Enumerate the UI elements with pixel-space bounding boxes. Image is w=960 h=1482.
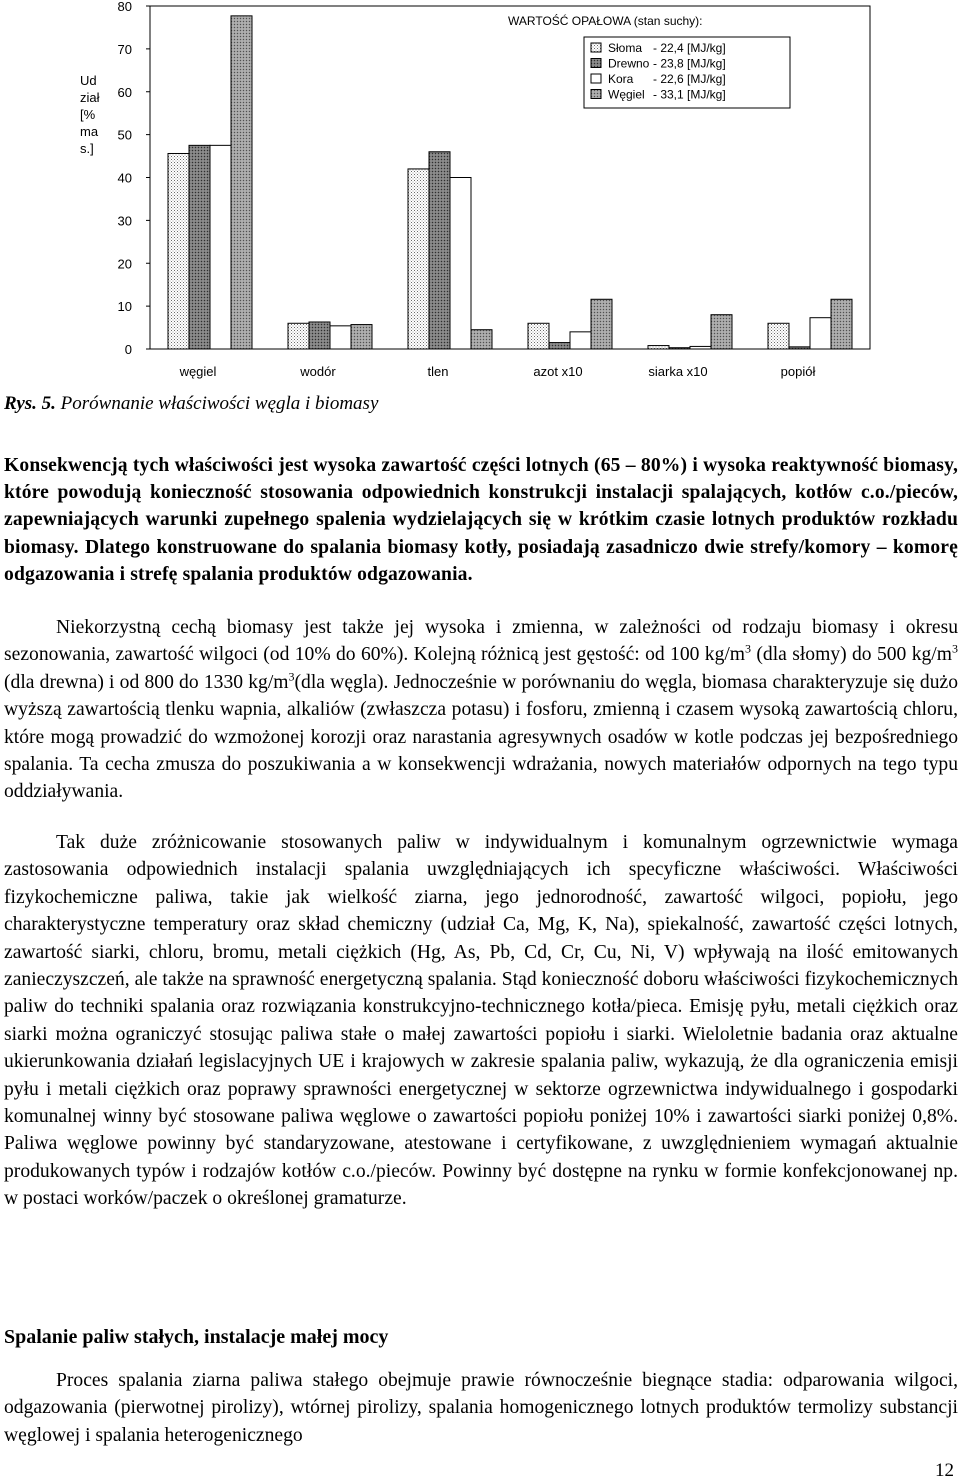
paragraph-2-part-b: (dla słomy) do 500 kg/m — [751, 644, 952, 666]
y-tick-label: 20 — [117, 256, 132, 272]
section-heading: Spalanie paliw stałych, instalacje małej mocy — [4, 1326, 389, 1348]
figure-caption — [4, 393, 378, 415]
figure-caption-text: Porównanie właściwości węgla i biomasy — [60, 393, 379, 414]
x-tick-label: azot x10 — [533, 364, 583, 379]
legend-series-name: Węgiel — [608, 87, 645, 102]
bar — [189, 145, 210, 349]
legend-swatch — [591, 59, 601, 68]
superscript-2: 3 — [951, 641, 958, 656]
legend-series-value: - 22,4 [MJ/kg] — [653, 41, 726, 55]
bar — [711, 315, 732, 349]
bar — [549, 343, 570, 349]
superscript-1: 3 — [745, 641, 752, 656]
bar — [831, 299, 852, 349]
y-tick-label: 0 — [124, 342, 132, 357]
bar — [789, 347, 810, 349]
paragraph-2-part-d: (dla węgla). Jednocześnie w porównaniu do węgla, biomasa charakteryzuje się dużo wyższą zawartością tlenku wapnia, alkaliów (zwłaszcza potasu) i fosforu, zmienną i czasem wysoką zawartością chloru, które mogą prowadzić do wzmożonej korozji oraz narastania agresywnych osadów w kotle podczas jej bezpośredniego spalania. Ta cecha zmusza do poszukiwania a w konsekwencji wdrażania, nowych materiałów odpornych na tego typu oddziaływania. — [4, 671, 958, 803]
legend-series-name: Kora — [608, 72, 634, 86]
bar — [351, 325, 372, 349]
legend-series-name: Drewno — [608, 56, 650, 71]
bar — [408, 169, 429, 349]
paragraph-4: Proces spalania ziarna paliwa stałego obejmuje prawie równocześnie biegnące stadia: odparowania wilgoci, odgazowania (pierwotnej pirolizy), wtórnej pirolizy, spalania homogenicznego lotnych produktów termolizy substancji węglowej i spalania heterogenicznego — [4, 1370, 958, 1446]
paragraph-2 — [4, 614, 958, 806]
chart-title: WARTOŚĆ OPAŁOWA (stan suchy): — [508, 14, 703, 28]
paragraph-3: Tak duże zróżnicowanie stosowanych paliw w indywidualnym i komunalnym ogrzewnictwie wymaga zastosowania odpowiednich instalacji spalania uwzględniających ich specyficzne właściwości. Właściwości fizykochemiczne paliwa, takie jak wielkość ziarna, jego jednorodność, zawartość wilgoci, popiołu, jego charakterystyczne temperatury oraz skład chemiczny (udział Ca, Mg, K, Na), spiekalność, zawartość części lotnych, zawartość siarki, chloru, bromu, metali ciężkich (Hg, As, Pb, Cd, Cr, Cu, Ni, V) wpływają na ilość emitowanych zanieczyszczeń, ale także na sprawność energetyczną spalania. Stąd konieczność doboru właściwości fizykochemicznych paliw do techniki spalania oraz rozwiązania konstrukcyjno-technicznego kotła/pieca. Emisję pyłu, metali ciężkich oraz siarki można ograniczyć stosując paliwa stałe o małej zawartości popiołu i siarki. Wieloletnie badania oraz aktualne ukierunkowania działań legislacyjnych UE i krajowych w zakresie spalania paliw, wykazują, że dla ograniczenia emisji pyłu i metali ciężkich oraz poprawy sprawności energetycznej w sektorze ogrzewnictwa indywidualnego i gospodarki komunalnej winny być stosowane paliwa węglowe o zawartości popiołu poniżej 10% i zawartości siarki poniżej 0,8%. Paliwa węglowe powinny być standaryzowane, atestowane i certyfikowane, z uwzględnieniem wymagań aktualnie produkowanych typów i rodzajów kotłów c.o./pieców. Powinny być dostępne na rynku w formie konfekcjonowanej np. w postaci worków/paczek o określonej gramaturze. — [4, 832, 958, 1210]
legend-swatch — [591, 43, 601, 52]
bar — [768, 323, 789, 349]
legend-series-value: - 23,8 [MJ/kg] — [653, 56, 726, 71]
legend-swatch — [591, 90, 601, 99]
y-tick-label: 60 — [117, 84, 132, 100]
bar — [288, 323, 309, 349]
bar — [309, 322, 330, 349]
figure-number: Rys. 5. — [4, 393, 56, 414]
y-tick-label: 70 — [117, 41, 132, 57]
page-number: 12 — [935, 1460, 954, 1481]
bar — [528, 323, 549, 349]
y-tick-label: 80 — [117, 0, 132, 14]
bar — [330, 326, 351, 349]
legend-series-value: - 22,6 [MJ/kg] — [653, 72, 726, 86]
bar — [591, 299, 612, 349]
x-tick-label: siarka x10 — [648, 364, 708, 379]
bar — [210, 145, 231, 349]
y-axis-label: Ud ział [% ma s.] — [80, 73, 100, 156]
y-tick-label: 40 — [117, 170, 132, 186]
legend-series-value: - 33,1 [MJ/kg] — [653, 87, 726, 102]
bar-chart — [0, 0, 960, 385]
bar — [471, 330, 492, 349]
bar — [810, 318, 831, 349]
y-tick-label: 10 — [117, 299, 132, 315]
y-tick-label: 50 — [117, 127, 132, 143]
bar — [570, 332, 591, 349]
x-tick-label: tlen — [427, 364, 449, 379]
legend-series-name: Słoma — [608, 41, 643, 55]
chart-canvas — [0, 0, 960, 385]
paragraph-2-part-c: (dla drewna) i od 800 do 1330 kg/m — [4, 671, 289, 693]
legend-swatch — [591, 74, 601, 83]
bar — [231, 16, 252, 349]
x-tick-label: węgiel — [179, 364, 217, 379]
bar — [690, 346, 711, 349]
paragraph-bold: Konsekwencją tych właściwości jest wysoka zawartość części lotnych (65 – 80%) i wysoka reaktywność biomasy, które powodują konieczność stosowania odpowiednich konstrukcji instalacji spalających, kotłów c.o./pieców, zapewniających warunki zupełnego spalenia wydzielających się w krótkim czasie lotnych produktów rozkładu biomasy. Dlatego konstruowane do spalania biomasy kotły, posiadają zasadniczo dwie strefy/komory – komorę odgazowania i strefę spalania produktów odgazowania. — [4, 455, 958, 585]
bar — [168, 153, 189, 349]
bar — [429, 152, 450, 349]
y-tick-label: 30 — [117, 213, 132, 229]
bar — [648, 346, 669, 349]
superscript-3: 3 — [288, 669, 295, 684]
x-tick-label: wodór — [300, 364, 336, 379]
bar — [669, 348, 690, 349]
x-tick-label: popiół — [780, 364, 816, 379]
paragraph-2-part-a: Niekorzystną cechą biomasy jest także jej wysoka i zmienna, w zależności od rodzaju biomasy i okresu sezonowania, zawartość wilgoci (od 10% do 60%). Kolejną różnicą jest gęstość: od 100 kg/m — [4, 617, 958, 666]
bar — [450, 178, 471, 350]
